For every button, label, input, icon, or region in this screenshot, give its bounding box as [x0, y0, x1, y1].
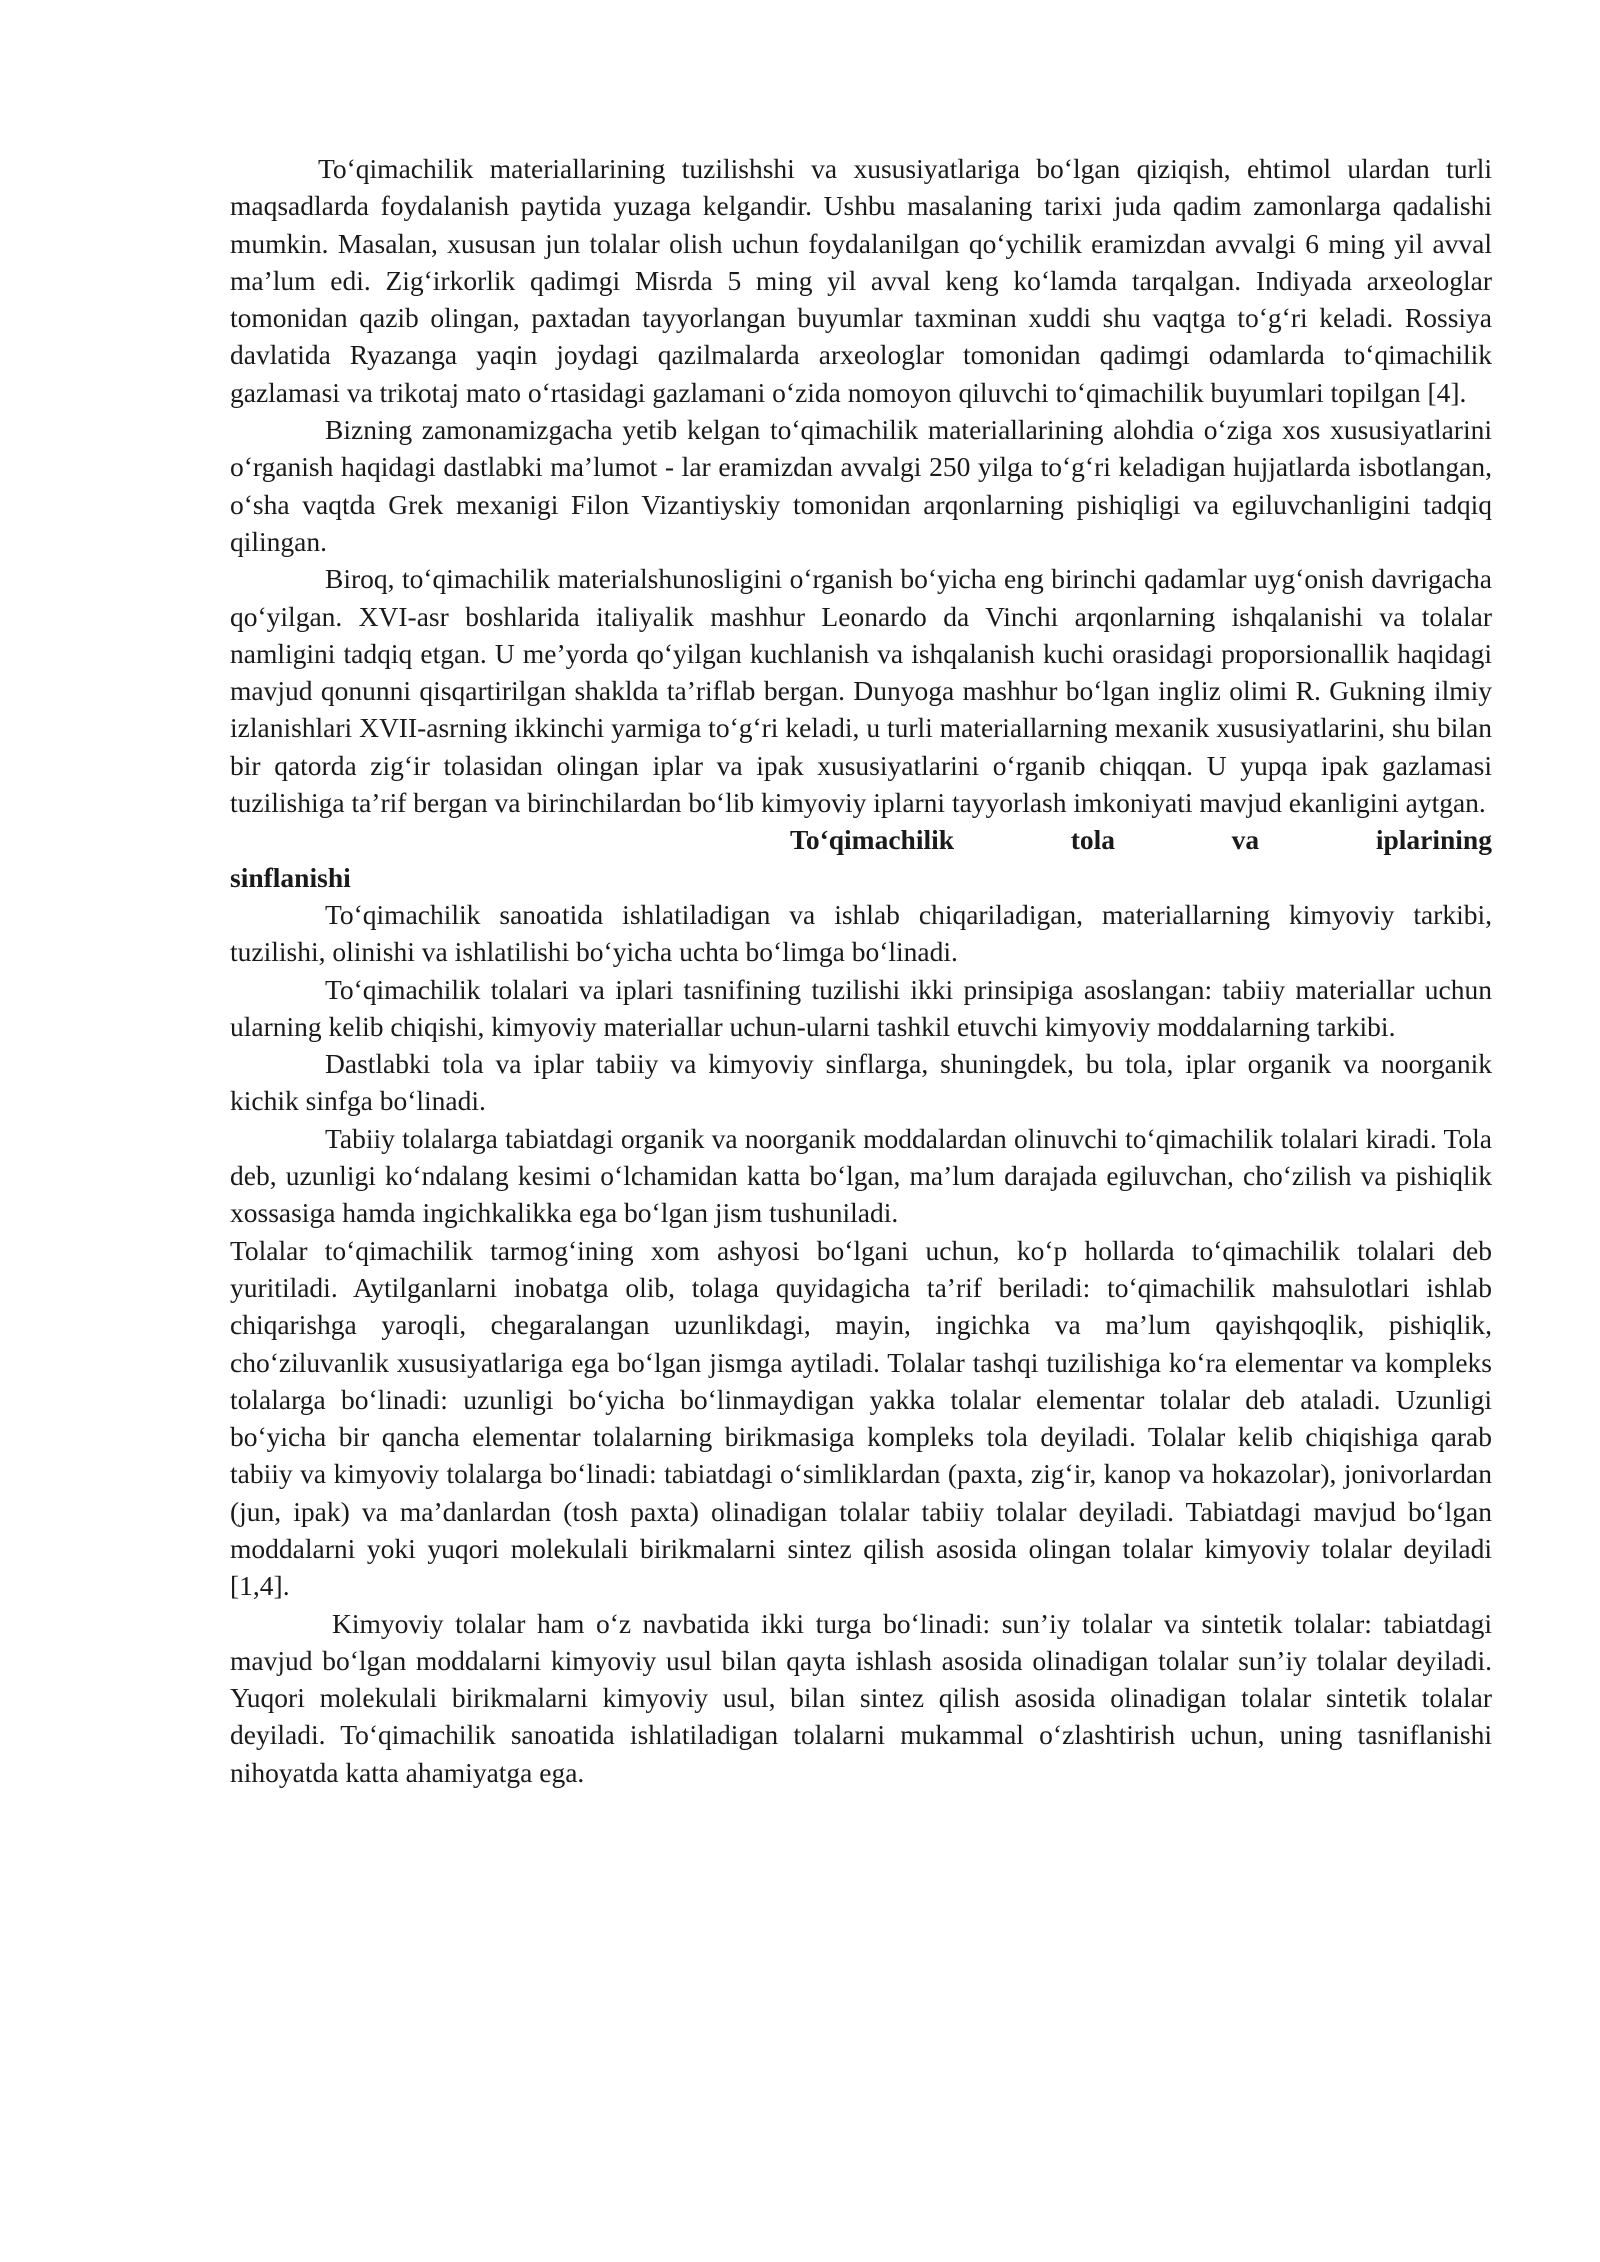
section-heading	[230, 821, 1492, 858]
paragraph-natural-fibers: Tabiiy tolalarga tabiatdagi organik va noorganik moddalardan olinuvchi to‘qimachilik tolalari kiradi. Tola deb, uzunligi ko‘ndalang kesimi o‘lchamidan katta bo‘lgan, ma’lum darajada egiluvchan, cho‘zilish va pishiqlik xossasiga hamda ingichkalikka ega bo‘lgan jism tushuniladi.	[230, 1122, 1492, 1229]
paragraph-history: To‘qimachilik materiallarining tuzilishshi va xususiyatlariga bo‘lgan qiziqish, ehtimol ulardan turli maqsadlarda foydalanish paytida yuzaga kelgandir. Ushbu masalaning tarixi juda qadim zamonlarga qadalishi mumkin. Masalan, xususan jun tolalar olish uchun foydalanilgan qo‘ychilik eramizdan avvalgi 6 ming yil avval ma’lum edi. Zig‘irkorlik qadimgi Misrda 5 ming yil avval keng ko‘lamda tarqalgan. Indiyada arxeologlar tomonidan qazib olingan, paxtadan tayyorlangan buyumlar taxminan xuddi shu vaqtga to‘g‘ri keladi. Rossiya davlatida Ryazanga yaqin joydagi qazilmalarda arxeologlar tomonidan qadimgi odamlarda to‘qimachilik gazlamasi va trikotaj mato o‘rtasidagi gazlamani o‘zida nomoyon qiluvchi to‘qimachilik buyumlari topilgan [4].	[230, 153, 1492, 408]
paragraph-chemical-fibers: Kimyoviy tolalar ham o‘z navbatida ikki turga bo‘linadi: sun’iy tolalar va sintetik tolalar: tabiatdagi mavjud bo‘lgan moddalarni kimyoviy usul bilan qayta ishlash asosida olinadigan tolalar sun’iy tolalar deyiladi. Yuqori molekulali birikmalarni kimyoviy usul, bilan sintez qilish asosida olinadigan tolalar sintetik tolalar deyiladi. To‘qimachilik sanoatida ishlatiladigan tolalarni mukammal o‘zlashtirish uchun, uning tasniflanishi nihoyatda katta ahamiyatga ega.	[230, 1607, 1492, 1788]
paragraph-early-research: Bizning zamonamizgacha yetib kelgan to‘qimachilik materiallarining alohdia o‘ziga xos xususiyatlarini o‘rganish haqidagi dastlabki ma’lumot - lar eramizdan avvalgi 250 yilga to‘g‘ri keladigan hujjatlarda isbotlangan, o‘sha vaqtda Grek mexanigi Filon Vizantiyskiy tomonidan arqonlarning pishiqligi va egiluvchanligini tadqiq qilingan.	[230, 414, 1492, 557]
paragraph-fiber-definition: Tolalar to‘qimachilik tarmog‘ining xom ashyosi bo‘lgani uchun, ko‘p hollarda to‘qimachilik tolalari deb yuritiladi. Aytilganlarni inobatga olib, tolaga quyidagicha ta’rif beriladi: to‘qimachilik mahsulotlari ishlab chiqarishga yaroqli, chegaralangan uzunlikdagi, mayin, ingichka va ma’lum qayishqoqlik, pishiqlik, cho‘ziluvanlik xususiyatlariga ega bo‘lgan jismga aytiladi. Tolalar tashqi tuzilishiga ko‘ra elementar va kompleks tolalarga bo‘linadi: uzunligi bo‘yicha bo‘linmaydigan yakka tolalar elementar tolalar deb ataladi. Uzunligi bo‘yicha bir qancha elementar tolalarning birikmasiga kompleks tola deyiladi. Tolalar kelib chiqishiga qarab tabiiy va kimyoviy tolalarga bo‘linadi: tabiatdagi o‘simliklardan (paxta, zig‘ir, kanop va hokazolar), jonivorlardan (jun, ipak) va ma’danlardan (tosh paxta) olinadigan tolalar tabiiy tolalar deyiladi. Tabiatdagi mavjud bo‘lgan moddalarni yoki yuqori molekulali birikmalarni sintez qilish asosida olingan tolalar kimyoviy tolalar deyiladi [1,4].	[230, 1234, 1492, 1602]
heading-last-word: sinflanishi	[230, 861, 351, 893]
paragraph-renaissance: Biroq, to‘qimachilik materialshunosligini o‘rganish bo‘yicha eng birinchi qadamlar uyg‘onish davrigacha qo‘yilgan. XVI-asr boshlarida italiyalik mashhur Leonardo da Vinchi arqonlarning ishqalanishi va tolalar namligini tadqiq etgan. U me’yorda qo‘yilgan kuchlanish va ishqalanish kuchi orasidagi proporsionallik haqidagi mavjud qonunni qisqartirilgan shaklda ta’riflab bergan. Dunyoga mashhur bo‘lgan ingliz olimi R. Gukning ilmiy izlanishlari XVII-asrning ikkinchi yarmiga to‘g‘ri keladi, u turli materiallarning mexanik xususiyatlarini, shu bilan bir qatorda zig‘ir tolasidan olingan iplar va ipak xususiyatlarini o‘rganib chiqqan. U yupqa ipak gazlamasi tuzilishiga ta’rif bergan va birinchilardan bo‘lib kimyoviy iplarni tayyorlash imkoniyati mavjud ekanligini aytgan.	[230, 563, 1492, 819]
heading-word: tola	[1070, 824, 1116, 856]
heading-word: iplarining	[1375, 824, 1492, 856]
paragraph-principles: To‘qimachilik tolalari va iplari tasnifining tuzilishi ikki prinsipiga asoslangan: tabiiy materiallar uchun ularning kelib chiqishi, kimyoviy materiallar uchun-ularni tashkil etuvchi kimyoviy moddalarning tarkibi.	[230, 973, 1492, 1042]
heading-word: To‘qimachilik	[790, 824, 955, 856]
document-page	[230, 150, 1492, 1791]
paragraph-classification: To‘qimachilik sanoatida ishlatiladigan va ishlab chiqariladigan, materiallarning kimyoviy tarkibi, tuzilishi, olinishi va ishlatilishi bo‘yicha uchta bo‘limga bo‘linadi.	[230, 898, 1492, 968]
paragraph-subclasses: Dastlabki tola va iplar tabiiy va kimyoviy sinflarga, shuningdek, bu tola, iplar organik va noorganik kichik sinfga bo‘linadi.	[230, 1048, 1492, 1117]
heading-word: va	[1231, 824, 1260, 856]
